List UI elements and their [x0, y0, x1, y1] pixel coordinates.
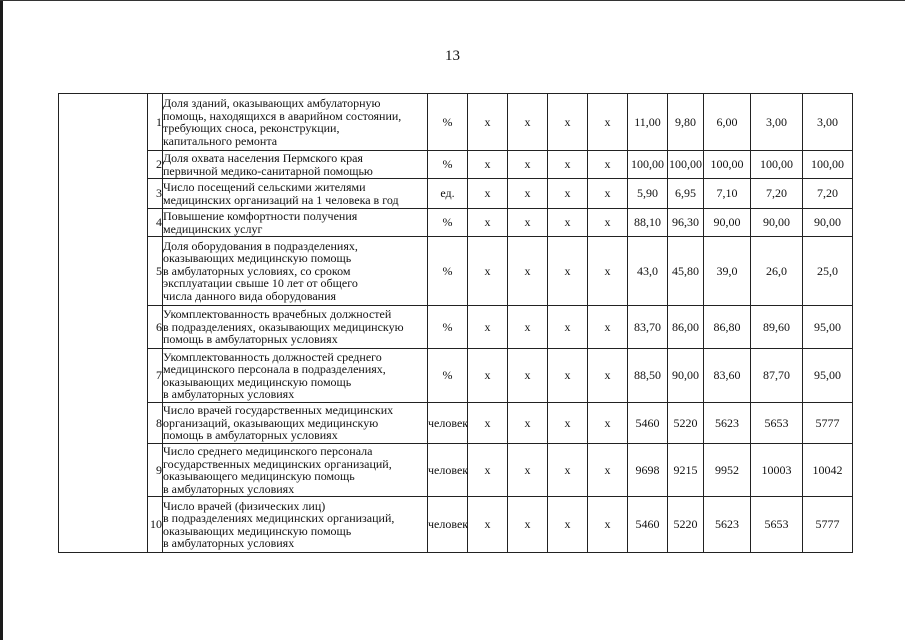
value-cell: 10003 [751, 444, 803, 497]
x-cell: х [508, 444, 548, 497]
value-cell: 100,00 [751, 151, 803, 179]
table-row [59, 349, 853, 403]
value-cell: 100,00 [704, 151, 751, 179]
value-cell: 5460 [628, 497, 668, 553]
value-cell: 5,90 [628, 179, 668, 209]
scan-left-edge [0, 0, 3, 640]
value-cell: 9952 [704, 444, 751, 497]
value-cell: 86,00 [668, 306, 704, 349]
indicator-name: Укомплектованность врачебных должностей в подразделениях, оказывающих медицинскую помощь в амбулаторных условиях [163, 306, 428, 349]
row-number: 5 [148, 237, 163, 306]
unit-cell: человек [428, 444, 468, 497]
value-cell: 90,00 [803, 209, 853, 237]
x-cell: х [588, 94, 628, 151]
value-cell: 5220 [668, 403, 704, 444]
scan-top-edge [0, 0, 905, 1]
table-row [59, 94, 853, 151]
value-cell: 43,0 [628, 237, 668, 306]
value-cell: 6,95 [668, 179, 704, 209]
x-cell: х [548, 349, 588, 403]
value-cell: 5623 [704, 497, 751, 553]
value-cell: 26,0 [751, 237, 803, 306]
x-cell: х [468, 209, 508, 237]
x-cell: х [588, 306, 628, 349]
value-cell: 5653 [751, 497, 803, 553]
value-cell: 88,10 [628, 209, 668, 237]
x-cell: х [468, 306, 508, 349]
x-cell: х [468, 349, 508, 403]
table-row [59, 209, 853, 237]
value-cell: 6,00 [704, 94, 751, 151]
value-cell: 9698 [628, 444, 668, 497]
row-number: 1 [148, 94, 163, 151]
x-cell: х [508, 179, 548, 209]
x-cell: х [548, 237, 588, 306]
unit-cell: % [428, 306, 468, 349]
x-cell: х [548, 179, 588, 209]
x-cell: х [508, 94, 548, 151]
indicators-table [58, 93, 853, 553]
value-cell: 88,50 [628, 349, 668, 403]
x-cell: х [588, 179, 628, 209]
indicator-name: Доля оборудования в подразделениях, оказывающих медицинскую помощь в амбулаторных условиях, со сроком эксплуатации свыше 10 лет от общего числа данного вида оборудования [163, 237, 428, 306]
x-cell: х [548, 403, 588, 444]
value-cell: 7,10 [704, 179, 751, 209]
value-cell: 9,80 [668, 94, 704, 151]
table-row [59, 497, 853, 553]
value-cell: 5777 [803, 497, 853, 553]
x-cell: х [468, 94, 508, 151]
value-cell: 9215 [668, 444, 704, 497]
indicator-name: Число среднего медицинского персонала государственных медицинских организаций, оказывающего медицинскую помощь в амбулаторных условиях [163, 444, 428, 497]
value-cell: 100,00 [628, 151, 668, 179]
x-cell: х [548, 497, 588, 553]
value-cell: 7,20 [803, 179, 853, 209]
value-cell: 5460 [628, 403, 668, 444]
value-cell: 100,00 [668, 151, 704, 179]
indicator-name: Число врачей (физических лиц) в подразделениях медицинских организаций, оказывающих медицинскую помощь в амбулаторных условиях [163, 497, 428, 553]
x-cell: х [508, 349, 548, 403]
indicator-name: Повышение комфортности получения медицинских услуг [163, 209, 428, 237]
x-cell: х [508, 403, 548, 444]
value-cell: 95,00 [803, 306, 853, 349]
x-cell: х [548, 94, 588, 151]
x-cell: х [588, 497, 628, 553]
unit-cell: человек [428, 497, 468, 553]
value-cell: 90,00 [668, 349, 704, 403]
page-number: 13 [445, 48, 460, 64]
unit-cell: ед. [428, 179, 468, 209]
indicator-name: Укомплектованность должностей среднего медицинского персонала в подразделениях, оказывающих медицинскую помощь в амбулаторных условиях [163, 349, 428, 403]
row-number: 8 [148, 403, 163, 444]
x-cell: х [508, 151, 548, 179]
value-cell: 90,00 [704, 209, 751, 237]
value-cell: 90,00 [751, 209, 803, 237]
x-cell: х [588, 444, 628, 497]
table-row [59, 151, 853, 179]
x-cell: х [508, 209, 548, 237]
x-cell: х [588, 209, 628, 237]
value-cell: 86,80 [704, 306, 751, 349]
unit-cell: % [428, 94, 468, 151]
x-cell: х [588, 237, 628, 306]
value-cell: 100,00 [803, 151, 853, 179]
value-cell: 83,70 [628, 306, 668, 349]
value-cell: 96,30 [668, 209, 704, 237]
x-cell: х [508, 237, 548, 306]
value-cell: 5623 [704, 403, 751, 444]
row-number: 6 [148, 306, 163, 349]
table-row [59, 444, 853, 497]
row-number: 7 [148, 349, 163, 403]
value-cell: 7,20 [751, 179, 803, 209]
unit-cell: % [428, 349, 468, 403]
x-cell: х [588, 349, 628, 403]
row-number: 9 [148, 444, 163, 497]
unit-cell: % [428, 151, 468, 179]
value-cell: 5653 [751, 403, 803, 444]
x-cell: х [468, 237, 508, 306]
unit-cell: человек [428, 403, 468, 444]
value-cell: 5777 [803, 403, 853, 444]
indicator-name: Число посещений сельскими жителями медицинских организаций на 1 человека в год [163, 179, 428, 209]
table-row [59, 237, 853, 306]
x-cell: х [508, 306, 548, 349]
x-cell: х [468, 179, 508, 209]
value-cell: 11,00 [628, 94, 668, 151]
unit-cell: % [428, 209, 468, 237]
table-row [59, 403, 853, 444]
indicator-name: Число врачей государственных медицинских организаций, оказывающих медицинскую помощь в амбулаторных условиях [163, 403, 428, 444]
indicator-name: Доля зданий, оказывающих амбулаторную помощь, находящихся в аварийном состоянии, требующих сноса, реконструкции, капитального ремонта [163, 94, 428, 151]
x-cell: х [548, 209, 588, 237]
value-cell: 83,60 [704, 349, 751, 403]
row-number: 4 [148, 209, 163, 237]
value-cell: 3,00 [803, 94, 853, 151]
x-cell: х [588, 403, 628, 444]
value-cell: 95,00 [803, 349, 853, 403]
value-cell: 45,80 [668, 237, 704, 306]
x-cell: х [468, 497, 508, 553]
x-cell: х [588, 151, 628, 179]
merged-blank-cell [59, 94, 148, 553]
table-row [59, 306, 853, 349]
value-cell: 39,0 [704, 237, 751, 306]
x-cell: х [548, 151, 588, 179]
x-cell: х [468, 151, 508, 179]
x-cell: х [468, 403, 508, 444]
x-cell: х [468, 444, 508, 497]
x-cell: х [548, 306, 588, 349]
value-cell: 10042 [803, 444, 853, 497]
table-row [59, 179, 853, 209]
indicator-name: Доля охвата населения Пермского края первичной медико-санитарной помощью [163, 151, 428, 179]
value-cell: 87,70 [751, 349, 803, 403]
x-cell: х [508, 497, 548, 553]
value-cell: 3,00 [751, 94, 803, 151]
value-cell: 25,0 [803, 237, 853, 306]
row-number: 3 [148, 179, 163, 209]
x-cell: х [548, 444, 588, 497]
unit-cell: % [428, 237, 468, 306]
row-number: 10 [148, 497, 163, 553]
value-cell: 5220 [668, 497, 704, 553]
value-cell: 89,60 [751, 306, 803, 349]
row-number: 2 [148, 151, 163, 179]
